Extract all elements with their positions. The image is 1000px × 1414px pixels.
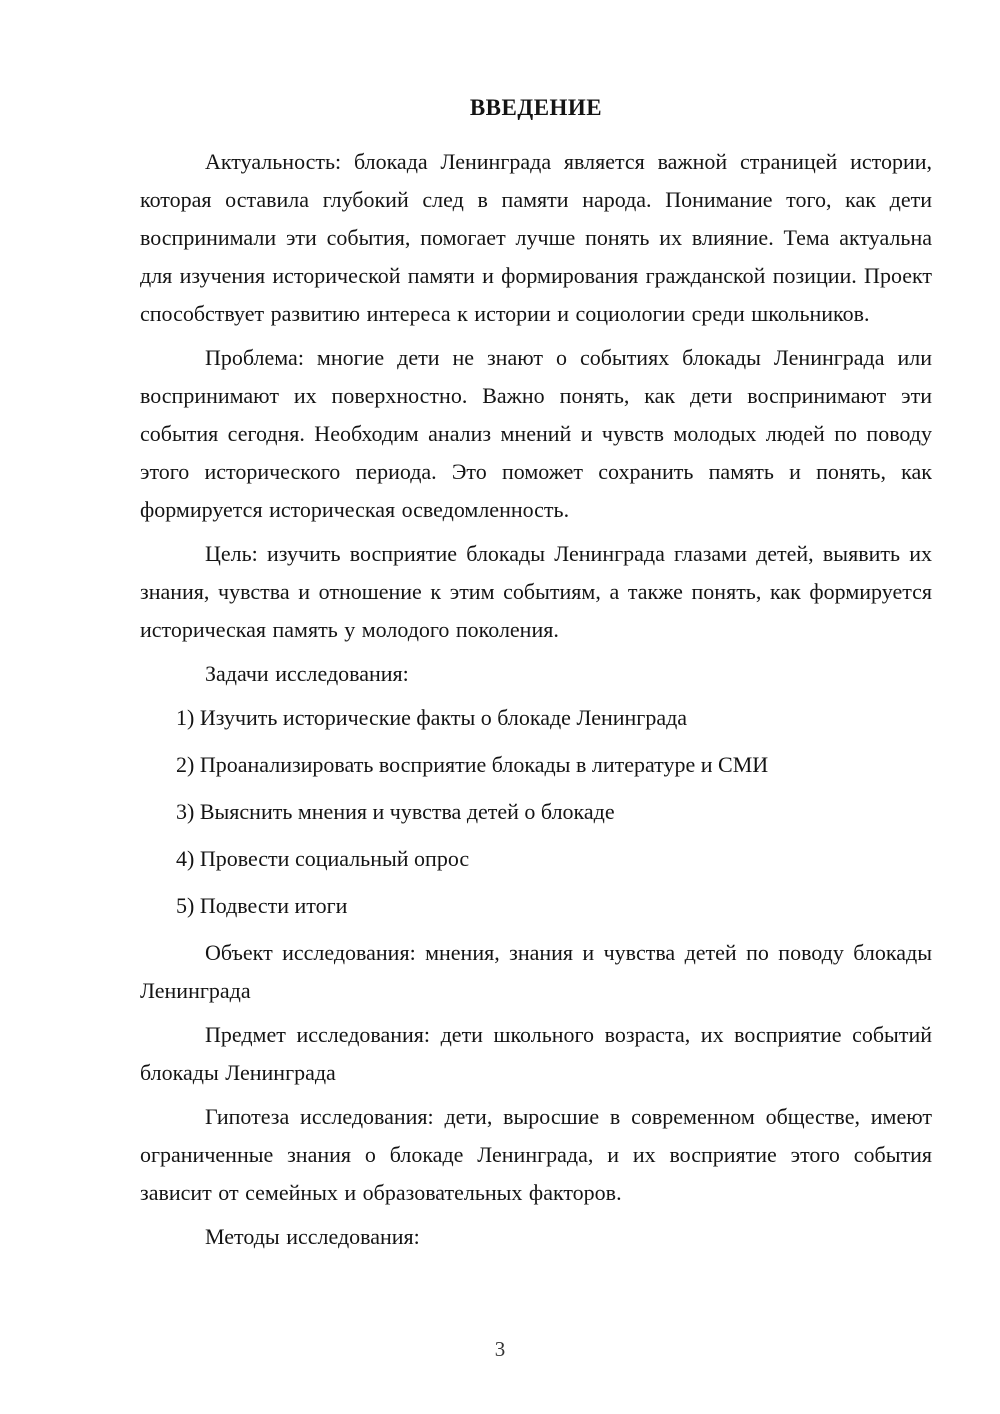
paragraph-goal: Цель: изучить восприятие блокады Ленинграда глазами детей, выявить их знания, чувства и отношение к этим событиям, а также понять, как формируется историческая память у молодого поколения. xyxy=(140,541,932,642)
paragraph-object: Объект исследования: мнения, знания и чувства детей по поводу блокады Ленинграда xyxy=(140,940,932,1003)
tasks-heading: Задачи исследования: xyxy=(205,661,409,686)
paragraph-hypothesis: Гипотеза исследования: дети, выросшие в современном обществе, имеют ограниченные знания о блокаде Ленинграда, и их восприятие этого события зависит от семейных и образовательных факторов. xyxy=(140,1104,932,1205)
methods-heading: Методы исследования: xyxy=(205,1224,420,1249)
paragraph-problem: Проблема: многие дети не знают о событиях блокады Ленинграда или воспринимают их поверхностно. Важно понять, как дети воспринимают эти события сегодня. Необходим анализ мнений и чувств молодых людей по поводу этого исторического периода. Это поможет сохранить память и понять, как формируется историческая осведомленность. xyxy=(140,345,932,522)
tasks-list xyxy=(176,699,932,925)
task-item-3: 3) Выяснить мнения и чувства детей о блокаде xyxy=(176,799,615,824)
paragraph-relevance: Актуальность: блокада Ленинграда является важной страницей истории, которая оставила глубокий след в памяти народа. Понимание того, как дети воспринимали эти события, помогает лучше понять их влияние. Тема актуальна для изучения исторической памяти и формирования гражданской позиции. Проект способствует развитию интереса к истории и социологии среди школьников. xyxy=(140,149,932,326)
document-title: ВВЕДЕНИЕ xyxy=(469,95,603,120)
task-item-4: 4) Провести социальный опрос xyxy=(176,846,470,871)
task-item-1: 1) Изучить исторические факты о блокаде Ленинграда xyxy=(176,705,688,730)
paragraph-subject: Предмет исследования: дети школьного возраста, их восприятие событий блокады Ленинграда xyxy=(140,1022,932,1085)
page-number: 3 xyxy=(494,1337,506,1361)
task-item-2: 2) Проанализировать восприятие блокады в литературе и СМИ xyxy=(176,752,769,777)
task-item-5: 5) Подвести итоги xyxy=(176,893,348,918)
